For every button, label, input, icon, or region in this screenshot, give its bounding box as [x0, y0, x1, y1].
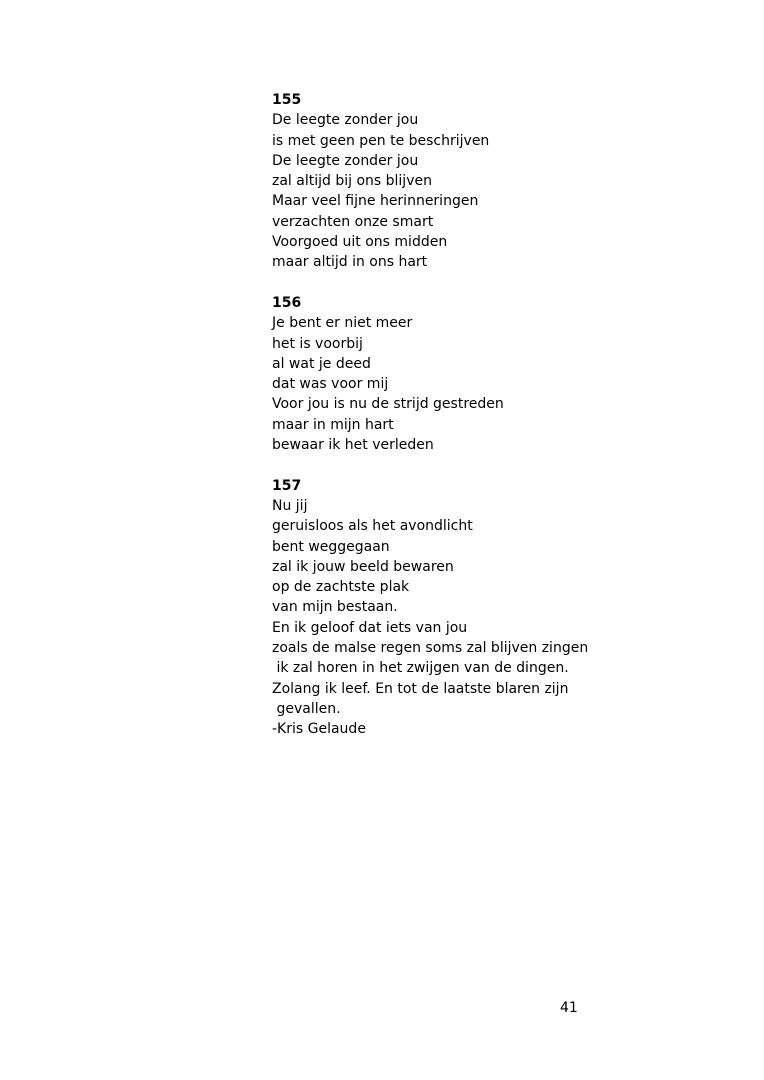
poem-number: 155 — [272, 92, 302, 108]
poem-number: 157 — [272, 477, 302, 494]
poem-line: zoals de malse regen soms zal blijven zingen — [272, 640, 589, 657]
poem-line: verzachten onze smart — [272, 213, 434, 230]
poem-line: al wat je deed — [272, 355, 371, 372]
poem-line: zal altijd bij ons blijven — [272, 173, 432, 190]
poem-line: dat was voor mij — [272, 376, 389, 393]
poem-line: gevallen. — [272, 700, 341, 717]
poem-line: De leegte zonder jou — [272, 112, 419, 129]
poem-line: van mijn bestaan. — [272, 599, 398, 616]
poem-155 — [272, 90, 732, 273]
poem-line: Voorgoed uit ons midden — [272, 234, 448, 251]
poem-line: Je bent er niet meer — [272, 315, 413, 332]
poem-line: is met geen pen te beschrijven — [272, 132, 490, 149]
poem-156 — [272, 293, 732, 455]
poem-number: 156 — [272, 294, 302, 311]
poem-line: op de zachtste plak — [272, 579, 410, 596]
poem-line: geruisloos als het avondlicht — [272, 518, 473, 535]
poem-line: maar in mijn hart — [272, 416, 394, 433]
poem-line: bewaar ik het verleden — [272, 437, 434, 454]
poem-line: bent weggegaan — [272, 538, 390, 555]
poem-line: het is voorbij — [272, 335, 363, 352]
page-number: 41 — [560, 1000, 578, 1016]
poem-line: Nu jij — [272, 497, 308, 514]
poem-line: ik zal horen in het zwijgen van de dingen. — [272, 660, 569, 677]
poem-author: -Kris Gelaude — [272, 721, 366, 738]
poem-line: De leegte zonder jou — [272, 152, 419, 169]
poem-line: Zolang ik leef. En tot de laatste blaren zijn — [272, 680, 569, 697]
poem-line: Maar veel fijne herinneringen — [272, 193, 479, 210]
poem-line: maar altijd in ons hart — [272, 254, 428, 271]
poem-157 — [272, 476, 732, 740]
poem-list — [272, 90, 732, 760]
poem-line: Voor jou is nu de strijd gestreden — [272, 396, 504, 413]
poem-line: En ik geloof dat iets van jou — [272, 619, 468, 636]
poem-line: zal ik jouw beeld bewaren — [272, 558, 454, 575]
